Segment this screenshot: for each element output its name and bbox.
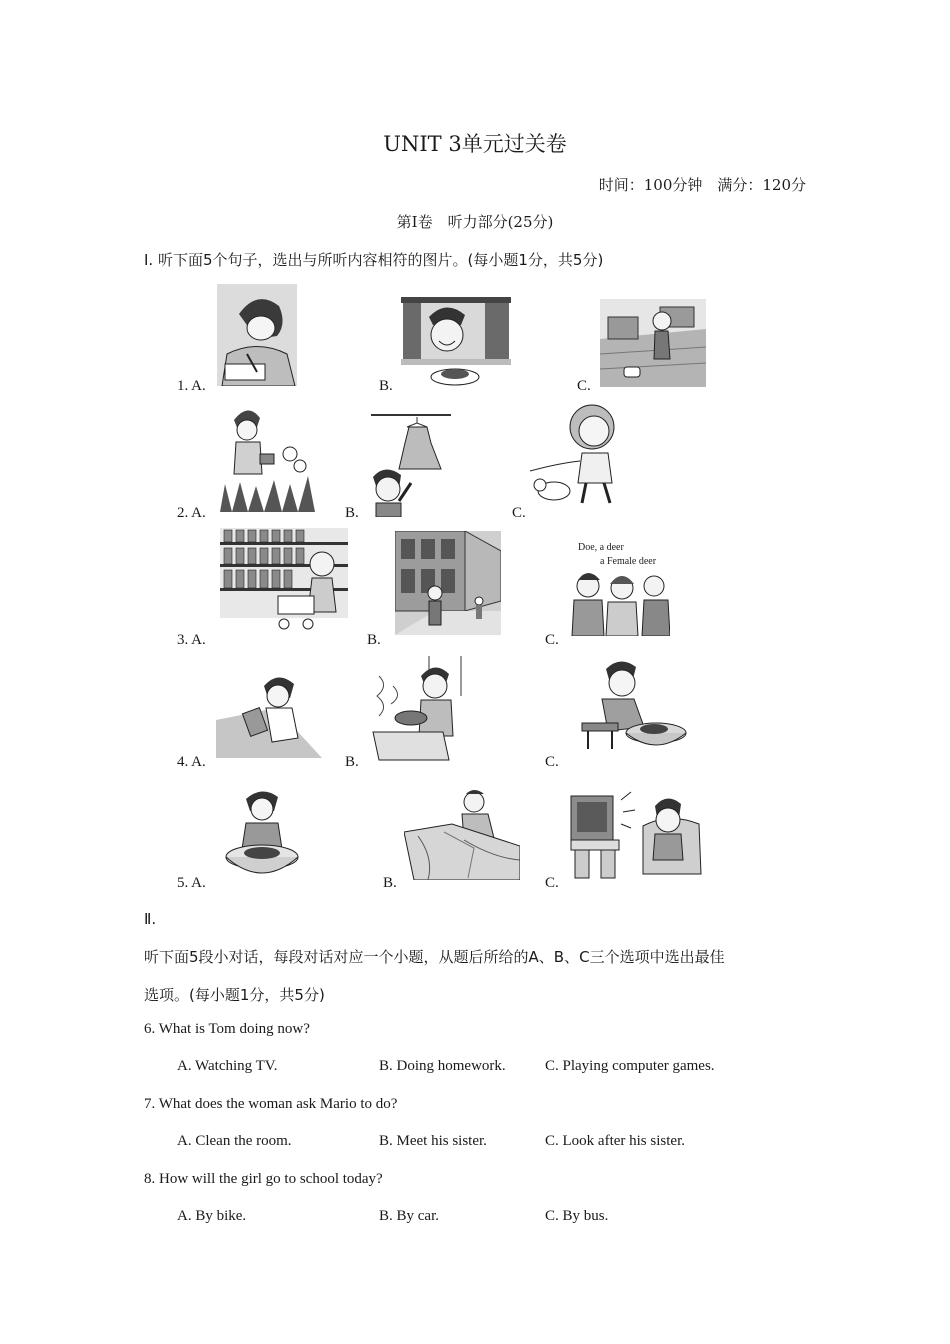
picture-4b-cooking bbox=[369, 656, 479, 764]
q6-option-a: A. Watching TV. bbox=[177, 1058, 278, 1074]
picture-1b-eating bbox=[401, 297, 511, 389]
q2-option-c: C. bbox=[512, 505, 526, 521]
q6-option-c: C. Playing computer games. bbox=[545, 1058, 715, 1074]
picture-1a-writing bbox=[217, 284, 297, 386]
q1-option-b: B. bbox=[379, 378, 393, 394]
section2-intro-line2: 选项。(每小题1分，共5分) bbox=[144, 986, 325, 1004]
q6-option-b: B. Doing homework. bbox=[379, 1058, 506, 1074]
q5-label: 5. A. bbox=[177, 875, 206, 891]
volume-heading: 第Ⅰ卷 听力部分(25分) bbox=[396, 213, 554, 231]
q8-option-c: C. By bus. bbox=[545, 1208, 609, 1224]
picture-2c-walking-dog bbox=[530, 403, 645, 509]
picture-3a-shopping bbox=[220, 528, 348, 630]
q4-label: 4. A. bbox=[177, 754, 206, 770]
section2-heading: Ⅱ. bbox=[144, 910, 157, 928]
q8-option-b: B. By car. bbox=[379, 1208, 439, 1224]
picture-2b-hanging-dress bbox=[371, 413, 451, 517]
page-title: UNIT 3单元过关卷 bbox=[383, 132, 567, 156]
picture-1c-sweeping bbox=[600, 299, 706, 387]
question-8: 8. How will the girl go to school today? bbox=[144, 1171, 383, 1187]
q7-option-a: A. Clean the room. bbox=[177, 1133, 292, 1149]
section2-intro-line1: 听下面5段小对话，每段对话对应一个小题，从题后所给的A、B、C三个选项中选出最佳 bbox=[144, 948, 725, 966]
q8-option-a: A. By bike. bbox=[177, 1208, 247, 1224]
q1-label: 1. A. bbox=[177, 378, 206, 394]
q7-option-b: B. Meet his sister. bbox=[379, 1133, 487, 1149]
picture-4c-washing-clothes bbox=[578, 657, 688, 759]
picture-5c-watching-tv bbox=[569, 788, 705, 880]
q2-option-b: B. bbox=[345, 505, 359, 521]
question-7: 7. What does the woman ask Mario to do? bbox=[144, 1096, 398, 1112]
picture-5a-washing-vegetables bbox=[222, 789, 302, 881]
q7-option-c: C. Look after his sister. bbox=[545, 1133, 685, 1149]
question-6: 6. What is Tom doing now? bbox=[144, 1021, 310, 1037]
caption-female-deer: a Female deer bbox=[600, 556, 657, 567]
q3-option-c: C. bbox=[545, 632, 559, 648]
picture-5b-making-bed bbox=[404, 788, 520, 880]
section1-heading: Ⅰ. 听下面5个句子，选出与所听内容相符的图片。(每小题1分，共5分) bbox=[144, 251, 604, 269]
q5-option-b: B. bbox=[383, 875, 397, 891]
picture-3b-street bbox=[395, 531, 501, 635]
caption-doe-a-deer: Doe, a deer bbox=[578, 542, 624, 553]
picture-3c-singing bbox=[570, 538, 670, 636]
exam-meta: 时间：100分钟 满分：120分 bbox=[598, 176, 806, 194]
picture-2a-watering-flowers bbox=[220, 404, 315, 512]
q5-option-c: C. bbox=[545, 875, 559, 891]
q3-option-b: B. bbox=[367, 632, 381, 648]
q1-option-c: C. bbox=[577, 378, 591, 394]
q4-option-b: B. bbox=[345, 754, 359, 770]
q4-option-c: C. bbox=[545, 754, 559, 770]
picture-4a-reading bbox=[216, 672, 322, 760]
q3-label: 3. A. bbox=[177, 632, 206, 648]
q2-label: 2. A. bbox=[177, 505, 206, 521]
